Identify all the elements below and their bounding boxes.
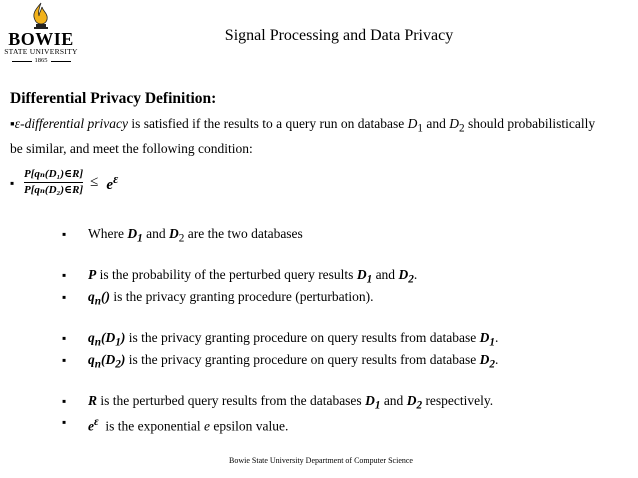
logo-name: BOWIE: [8, 29, 74, 49]
bullet: ▪: [62, 268, 67, 282]
bullet: ▪: [62, 394, 67, 408]
list-item: $e^\varepsilon$ is the exponential e epsilon value.: [88, 416, 289, 434]
numerator: P[qₙ(D₁)∈R]: [24, 168, 84, 180]
divider: [12, 61, 32, 62]
bullet: ▪: [10, 116, 15, 131]
bullet: ▪: [62, 331, 67, 345]
list-item: $q_n(D_1)$ is the privacy granting procedure on query results from database $D_1$.: [88, 330, 499, 349]
bullet: ▪: [62, 290, 67, 304]
denominator: P[qₙ(D₂)∈R]: [24, 184, 84, 196]
bullet: ▪: [10, 176, 15, 190]
fraction-bar: [24, 182, 83, 183]
flame-icon: [30, 2, 52, 30]
bullet: ▪: [62, 353, 67, 367]
logo-year: 1865: [34, 57, 48, 64]
logo-subtitle: STATE UNIVERSITY: [4, 47, 78, 56]
leq-sign: ≤: [90, 174, 99, 190]
list-item: $q_n()$ is the privacy granting procedure (perturbation).: [88, 289, 374, 308]
list-item: Where $D_1$ and $D_2$ are the two databases: [88, 226, 303, 245]
list-item: P is the probability of the perturbed query results $D_1$ and $D_2$.: [88, 267, 418, 286]
slide-title: Signal Processing and Data Privacy: [224, 27, 454, 44]
list-item: $q_n(D_2)$ is the privacy granting procedure on query results from database $D_2$.: [88, 352, 499, 371]
divider: [51, 61, 71, 62]
formula: [24, 168, 118, 197]
intro-paragraph: ▪ε-differential privacy is satisfied if the results to a query run on database $D_1$ and $D_2$ should probabilistically be similar, and meet the following condition:: [10, 116, 596, 156]
section-heading: Differential Privacy Definition:: [10, 90, 217, 107]
bullet: ▪: [62, 415, 67, 429]
bullet: ▪: [62, 227, 67, 241]
fraction: [24, 168, 83, 197]
term: ε-differential privacy: [14, 116, 128, 131]
footer: Bowie State University Department of Computer Science: [229, 456, 413, 465]
rhs: $e^\varepsilon$: [106, 171, 119, 193]
logo-year-row: [4, 57, 78, 65]
list-item: R is the perturbed query results from the databases $D_1$ and $D_2$ respectively.: [88, 393, 494, 412]
